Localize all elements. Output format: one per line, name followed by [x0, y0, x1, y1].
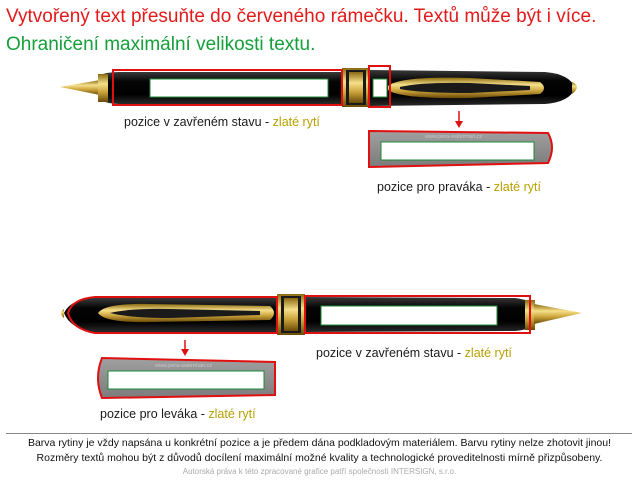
- watermark: www.pera-waterman.cz: [425, 134, 483, 140]
- arrow-down-icon: [181, 340, 189, 356]
- instruction-title: Vytvořený text přesuňte do červeného rámečku. Textů může být i více.: [6, 6, 597, 27]
- footer-note-1: Barva rytiny je vždy napsána u konkrétní pozice a je předem dána podkladovým materiálem. Barvu rytiny nelze zhotovit jinou!: [27, 437, 612, 449]
- footer-divider: [6, 433, 632, 434]
- instruction-subtitle: Ohraničení maximální velikosti textu.: [6, 34, 316, 55]
- watermark: www.pera-waterman.cz: [155, 363, 213, 369]
- copyright-note: Autorská práva k této zpracované grafice patří společnosti INTERSIGN, s.r.o.: [182, 467, 457, 476]
- caption-top-right-hand: pozice pro praváka - zlaté rytí: [377, 180, 541, 194]
- caption-bottom-closed: pozice v zavřeném stavu - zlaté rytí: [316, 346, 512, 360]
- arrow-down-icon: [455, 111, 463, 128]
- caption-bottom-left-hand: pozice pro leváka - zlaté rytí: [100, 407, 256, 421]
- footer-note-2: Rozměry textů mohou být z důvodů docílení maximální možné kvality a technologické proveditelnosti mírně přizpůsobeny.: [36, 452, 603, 464]
- caption-top-closed: pozice v zavřeném stavu - zlaté rytí: [124, 115, 320, 129]
